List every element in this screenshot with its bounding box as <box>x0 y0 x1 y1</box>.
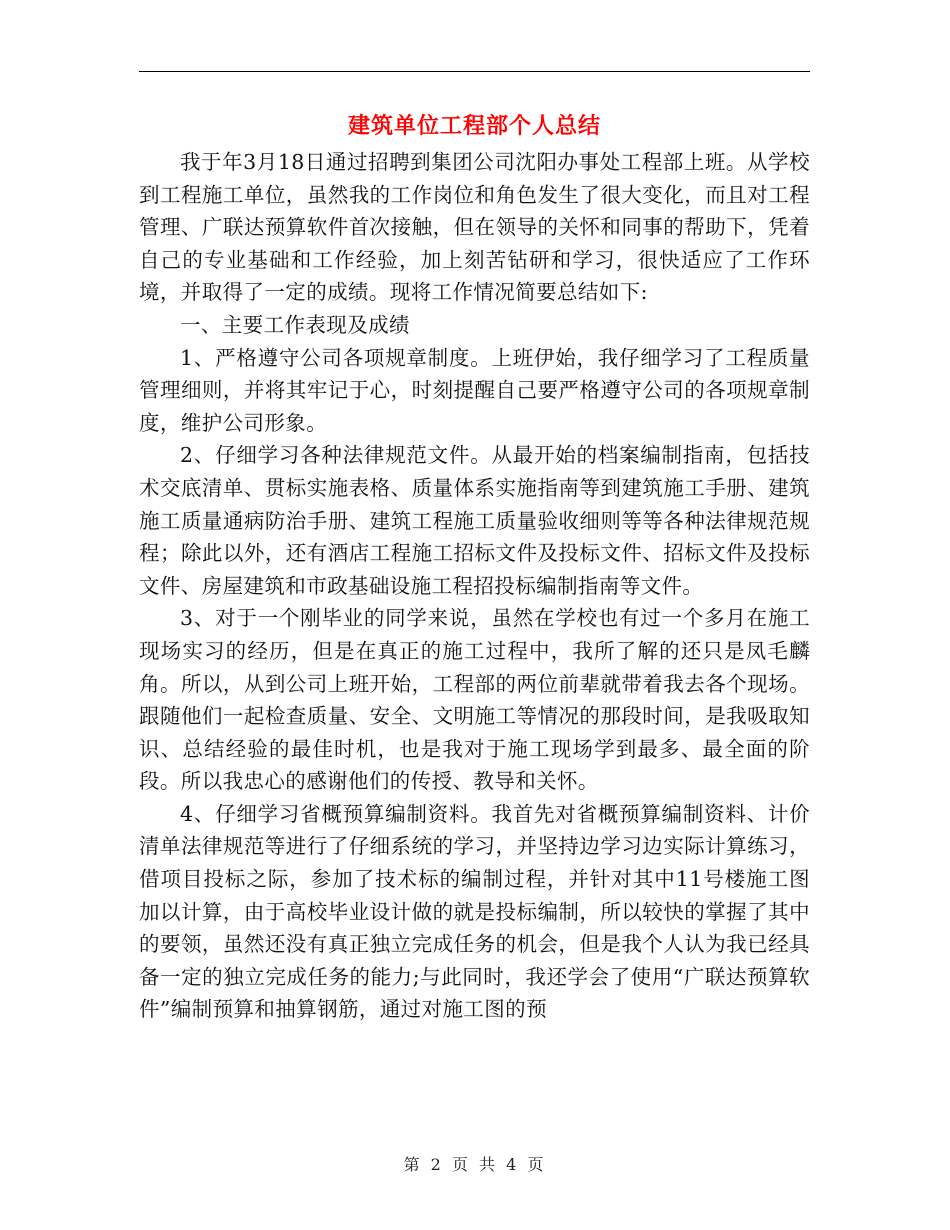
paragraph-item-3: 3、对于一个刚毕业的同学来说，虽然在学校也有过一个多月在施工现场实习的经历，但是在真正的施工过程中，我所了解的还只是凤毛麟角。所以，从到公司上班开始，工程部的两位前辈就带着我去各个现场。跟随他们一起检查质量、安全、文明施工等情况的那段时间，是我吸取知识、总结经验的最佳时机，也是我对于施工现场学到最多、最全面的阶段。所以我忠心的感谢他们的传授、教导和关怀。 <box>139 606 810 794</box>
document-body <box>139 146 810 1026</box>
page-number-footer: 第 2 页 共 4 页 <box>403 1155 547 1174</box>
header-rule <box>139 71 810 72</box>
paragraph-item-1: 1、严格遵守公司各项规章制度。上班伊始，我仔细学习了工程质量管理细则，并将其牢记于心，时刻提醒自己要严格遵守公司的各项规章制度，维护公司形象。 <box>139 345 810 435</box>
paragraph-item-4: 4、仔细学习省概预算编制资料。我首先对省概预算编制资料、计价清单法律规范等进行了仔细系统的学习，并坚持边学习边实际计算练习，借项目投标之际，参加了技术标的编制过程，并针对其中11号楼施工图加以计算，由于高校毕业设计做的就是投标编制，所以较快的掌握了其中的要领，虽然还没有真正独立完成任务的机会，但是我个人认为我已经具备一定的独立完成任务的能力;与此同时，我还学会了使用“广联达预算软件”编制预算和抽算钢筋，通过对施工图的预 <box>139 801 810 1022</box>
section-heading: 一、主要工作表现及成绩 <box>180 312 410 337</box>
document-title: 建筑单位工程部个人总结 <box>347 113 601 139</box>
paragraph-intro: 我于年3月18日通过招聘到集团公司沈阳办事处工程部上班。从学校到工程施工单位，虽然我的工作岗位和角色发生了很大变化，而且对工程管理、广联达预算软件首次接触，但在领导的关怀和同事的帮助下，凭着自己的专业基础和工作经验，加上刻苦钻研和学习，很快适应了工作环境，并取得了一定的成绩。现将工作情况简要总结如下: <box>139 150 810 305</box>
paragraph-item-2: 2、仔细学习各种法律规范文件。从最开始的档案编制指南，包括技术交底清单、贯标实施表格、质量体系实施指南等到建筑施工手册、建筑施工质量通病防治手册、建筑工程施工质量验收细则等等各种法律规范规程；除此以外，还有酒店工程施工招标文件及投标文件、招标文件及投标文件、房屋建筑和市政基础设施工程招投标编制指南等文件。 <box>139 443 810 598</box>
